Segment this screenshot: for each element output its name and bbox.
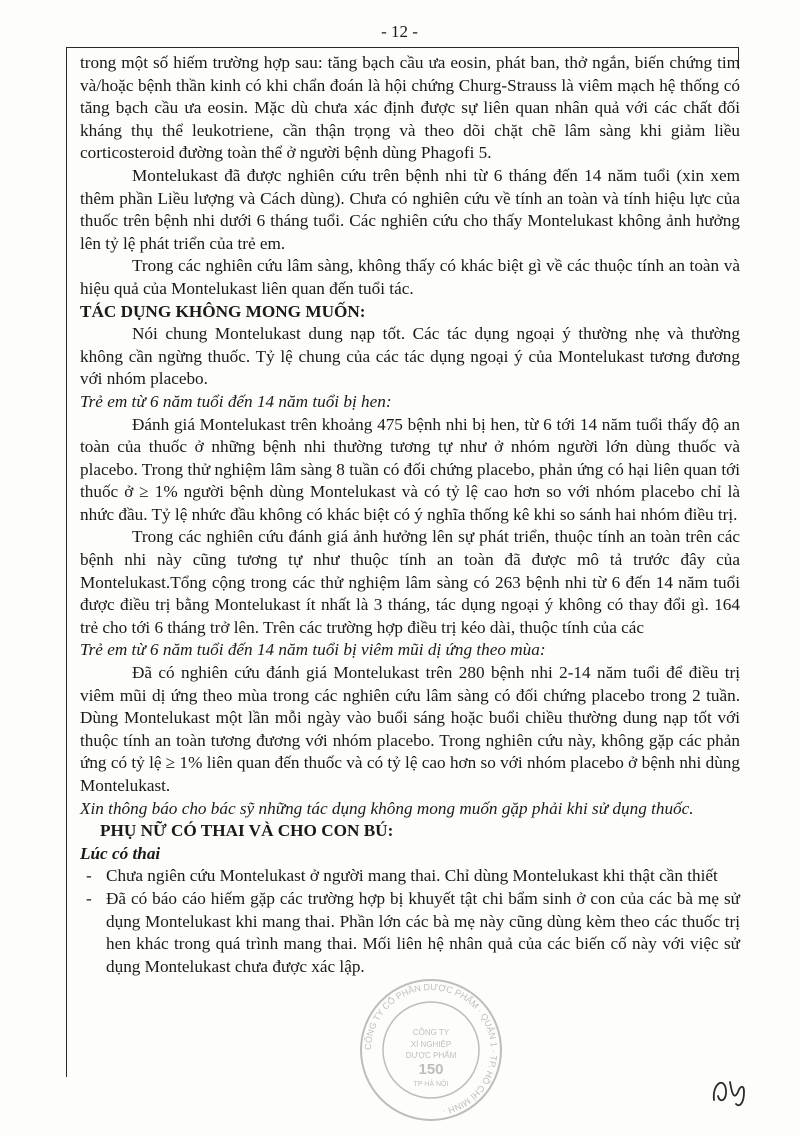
paragraph-churg-strauss: trong một số hiếm trường hợp sau: tăng bạch cầu ưa eosin, phát ban, thở ngắn, biến chứng tim và/hoặc bệnh thần kinh có khi chẩn đoán là hội chứng Churg-Strauss là viêm mạch hệ thống có tăng bạch cầu ưa eosin. Mặc dù chưa xác định được sự liên quan nhân quả với các chất đối kháng thụ thể leukotriene, cần thận trọng và theo dõi chặt chẽ lâm sàng khi giảm liều corticosteroid đường toàn thể ở người bệnh dùng Phagofi 5. (80, 53, 740, 163)
document-body (80, 52, 740, 978)
paragraph-pediatric-study: Montelukast đã được nghiên cứu trên bệnh nhi từ 6 tháng đến 14 năm tuổi (xin xem thêm phần Liều lượng và Cách dùng). Chưa có nghiên cứu về tính an toàn và tính hiệu lực của thuốc trên bệnh nhi dưới 6 tháng tuổi. Các nghiên cứu cho thấy Montelukast không ảnh hưởng lên tỷ lệ phát triển của trẻ em. (80, 165, 740, 253)
stamp-outer-text: CÔNG TY CỔ PHẦN DƯỢC PHẨM · QUẬN 1 · TP. HỒ CHÍ MINH · (362, 981, 500, 1117)
bullet-text: Chưa ngiên cứu Montelukast ở người mang thai. Chỉ dùng Montelukast khi thật cần thiết (106, 866, 718, 886)
stamp-line-5: TP HÀ NỘI (413, 1081, 449, 1088)
frame-left-border (66, 47, 67, 1077)
paragraph-asthma-study: Đánh giá Montelukast trên khoảng 475 bệnh nhi bị hen, từ 6 tới 14 năm tuổi thấy độ an toàn của thuốc ở những bệnh nhi thường tương tự như ở nhóm người lớn dùng thuốc và placebo. Trong thử nghiệm lâm sàng 8 tuần có đối chứng placebo, phản ứng có hại liên quan tới thuốc ở ≥ 1% người bệnh dùng Montelukast và có tỷ lệ cao hơn so với nhóm placebo chỉ là nhức đầu. Tỷ lệ nhức đầu không có khác biệt có ý nghĩa thống kê khi so sánh hai nhóm điều trị. (80, 414, 740, 524)
handwritten-signature (708, 1070, 756, 1110)
paragraph-growth-study: Trong các nghiên cứu đánh giá ảnh hưởng lên sự phát triển, thuộc tính an toàn trên các bệnh nhi này cũng tương tự như thuộc tính an toàn đã được mô tả trước đây của Montelukast.Tổng cộng trong các thử nghiệm lâm sàng có 263 bệnh nhi từ 6 đến 14 năm tuổi được điều trị bằng Montelukast ít nhất là 3 tháng, tác dụng ngoại ý không có thay đổi gì. 164 trẻ cho tới 6 tháng trở lên. Trên các trường hợp điều trị kéo dài, thuộc tính của các (80, 527, 740, 637)
bullet-item-birth-defects (80, 888, 740, 978)
frame-top-border (66, 47, 738, 48)
subheading-pregnant: Lúc có thai (80, 843, 161, 863)
paragraph-rhinitis-study: Đã có nghiên cứu đánh giá Montelukast trên 280 bệnh nhi 2-14 năm tuổi để điều trị viêm mũi dị ứng theo mùa trong các nghiên cứu lâm sàng có đối chứng placebo trong 2 tuần. Dùng Montelukast một lần mỗi ngày vào buổi sáng hoặc buổi chiều thường dung nạp tốt với thuộc tính an toàn tương đương với nhóm placebo. Trong nghiên cứu này, không gặp các phản ứng có tỷ lệ ≥ 1% liên quan đến thuốc và có tỷ lệ cao hơn so với nhóm placebo ở bệnh nhi dùng Montelukast. (80, 663, 740, 795)
page-number: - 12 - (381, 22, 418, 41)
bullet-text: Đã có báo cáo hiếm gặp các trường hợp bị khuyết tật chi bẩm sinh ở con của các bà mẹ sử dụng Montelukast khi mang thai. Phần lớn các bà mẹ này cũng dùng kèm theo các thuốc trị hen khác trong quá trình mang thai. Mối liên hệ nhân quả của các biến cố này với việc sử dụng Montelukast chưa được xác lập. (106, 888, 740, 976)
heading-pregnancy: PHỤ NỮ CÓ THAI VÀ CHO CON BÚ: (100, 821, 394, 841)
paragraph-tolerance: Nói chung Montelukast dung nạp tốt. Các tác dụng ngoại ý thường nhẹ và thường không cần ngừng thuốc. Tỷ lệ chung của các tác dụng ngoại ý của Montelukast tương đương với nhóm placebo. (80, 324, 740, 389)
bullet-item-no-study (80, 865, 740, 888)
paragraph-age-differences: Trong các nghiên cứu lâm sàng, không thấy có khác biệt gì về các thuộc tính an toàn và hiệu quả của Montelukast liên quan đến tuổi tác. (80, 256, 740, 298)
stamp-line-4: 150 (418, 1061, 444, 1078)
stamp-line-3: DƯỢC PHẨM (405, 1051, 457, 1060)
subheading-asthma-children: Trẻ em từ 6 năm tuổi đến 14 năm tuổi bị hen: (80, 391, 392, 411)
notice-report-side-effects: Xin thông báo cho bác sỹ những tác dụng không mong muốn gặp phải khi sử dụng thuốc. (80, 798, 694, 818)
stamp-line-1: CÔNG TY (412, 1028, 450, 1037)
company-stamp (356, 975, 506, 1125)
heading-side-effects: TÁC DỤNG KHÔNG MONG MUỐN: (80, 301, 366, 321)
bullet-marker: - (86, 866, 92, 886)
bullet-marker: - (86, 888, 92, 908)
stamp-outer-ring (361, 980, 501, 1120)
stamp-line-2: XÍ NGHIỆP (410, 1040, 452, 1049)
subheading-rhinitis-children: Trẻ em từ 6 năm tuổi đến 14 năm tuổi bị viêm mũi dị ứng theo mùa: (80, 640, 546, 660)
